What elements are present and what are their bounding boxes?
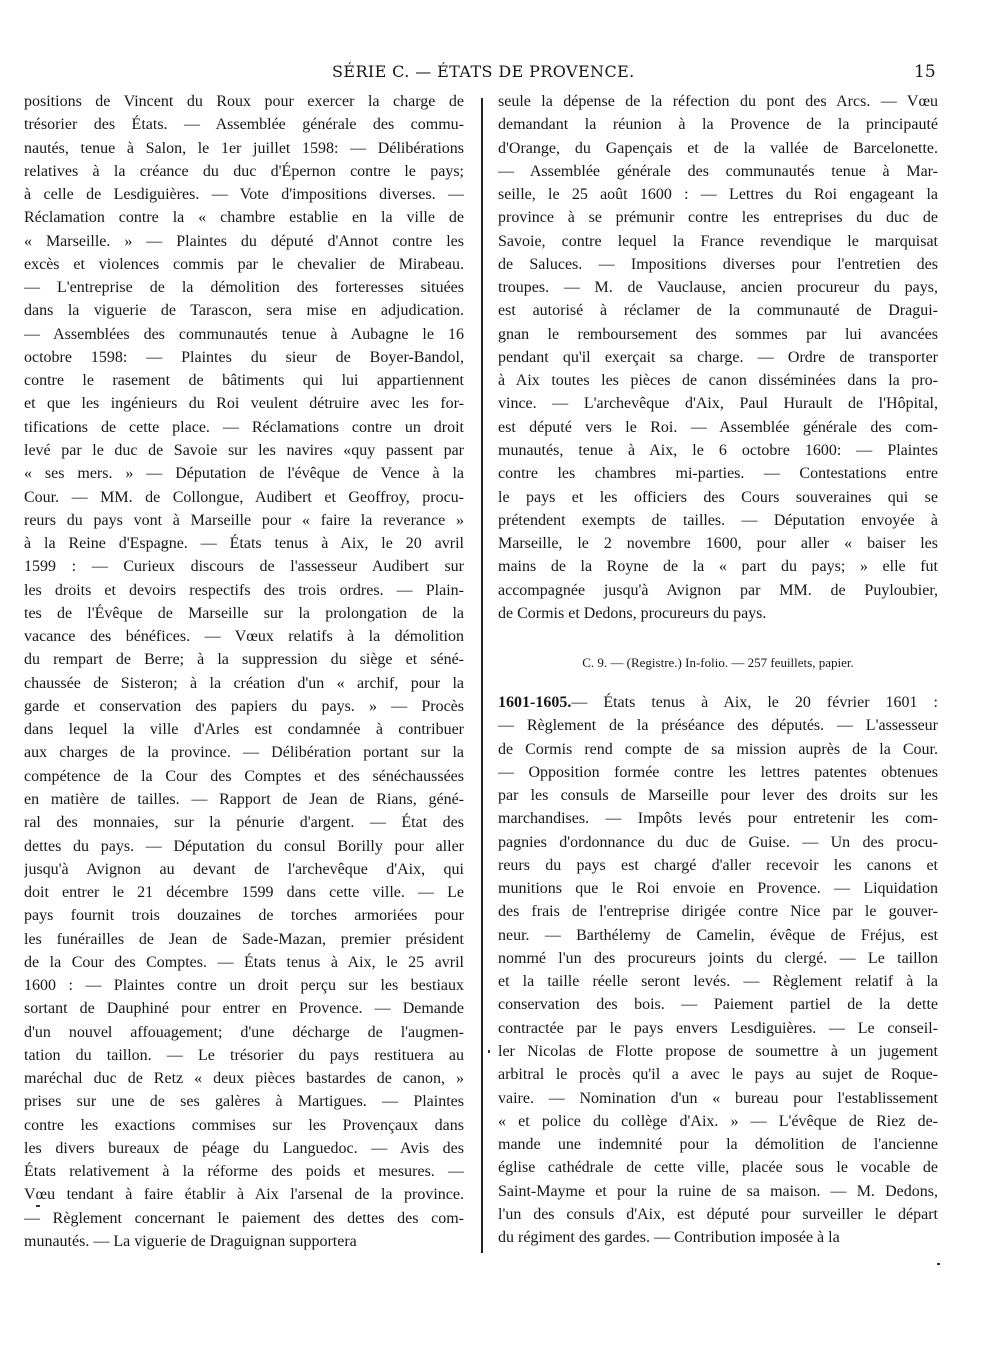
text-line: chaussée de Sisteron; à la création d'un « archif, pour la (24, 674, 464, 692)
text-line: de Cormis rend compte de sa mission auprès de la Cour. (498, 740, 938, 758)
text-line: nautés, tenue à Salon, le 1er juillet 1598: — Délibérations (24, 139, 464, 157)
text-line: vacance des bénéfices. — Vœux relatifs à la démolition (24, 628, 464, 646)
text-line: prises sur une de ses galères à Martigues. — Plaintes (24, 1093, 464, 1111)
text-line: du régiment des gardes. — Contribution imposée à la (498, 1229, 840, 1247)
text-line: contre les chambres mi-parties. — Contestations entre (498, 465, 938, 483)
text-line: marchandises. — Impôts levés pour entretenir les com- (498, 810, 938, 828)
text-line: du rempart de Berre; à la suppression du siège et séné- (24, 651, 464, 669)
text-line: garde et conservation des papiers du pays. » — Procès (24, 697, 464, 715)
text-line: ral des monnaies, sur la pénurie d'argent. — État des (24, 814, 464, 832)
text-line: dans lequel la ville d'Arles est condamnée à contribuer (24, 721, 464, 739)
text-line: contre les exactions commises sur les Provençaux dans (24, 1116, 464, 1134)
text-line: 1599 : — Curieux discours de l'assesseur Audibert sur (24, 558, 464, 576)
text-line: sortant de Dauphiné pour entrer en Provence. — Demande (24, 1000, 464, 1018)
text-line: trésorier des États. — Assemblée générale des commu- (24, 116, 464, 134)
text-line: relatives à la créance du duc d'Épernon contre le pays; (24, 162, 464, 180)
text-line: contractée par le pays envers Lesdiguières. — Le conseil- (498, 1019, 938, 1037)
text-line: mains de la Royne de la « part du pays; » elle fut (498, 558, 938, 576)
entry-first-line (498, 691, 938, 714)
text-line: pendant qu'il exerçait sa charge. — Ordre de transporter (498, 348, 938, 366)
text-line: — Règlement de la préséance des députés. — L'assesseur (498, 717, 938, 735)
text-line: munautés. — La viguerie de Draguignan supportera (24, 1233, 357, 1251)
text-line: positions de Vincent du Roux pour exercer la charge de (24, 93, 464, 110)
text-line: les droits et devoirs respectifs des trois ordres. — Plain- (24, 581, 464, 599)
text-line: pagnies d'ordonnance du duc de Guise. — Un des procu- (498, 833, 938, 851)
text-line: — Règlement concernant le paiement des dettes des com- (24, 1209, 464, 1227)
text-line: est député vers le Roi. — Assemblée générale des com- (498, 418, 938, 436)
text-line: de la Cour des Comptes. — États tenus à Aix, le 25 avril (24, 953, 464, 971)
text-line: mande une indemnité pour la démolition de l'ancienne (498, 1136, 938, 1154)
text-line: Réclamation contre la « chambre establie en la ville de (24, 209, 464, 227)
text-line: — Assemblées des communautés tenue à Aubagne le 16 (24, 325, 464, 343)
text-line: dettes du pays. — Députation du consul Borilly pour aller (24, 837, 464, 855)
text-line: en matière de tailles. — Rapport de Jean de Rians, géné- (24, 790, 464, 808)
text-line: jusqu'à Avignon au devant de l'archevêque d'Aix, qui (24, 860, 464, 878)
text-line: de Cormis et Dedons, procureurs du pays. (498, 604, 767, 622)
text-line: nommé l'un des procureurs joints du clergé. — Le taillon (498, 949, 938, 967)
text-line: de Saluces. — Impositions diverses pour l'entretien des (498, 255, 938, 273)
text-line: « Marseille. » — Plaintes du député d'Annot contre les (24, 232, 464, 250)
text-line: reurs du pays vont à Marseille pour « faire la reverance » (24, 511, 464, 529)
text-line: maréchal duc de Retz « deux pièces bastardes de canon, » (24, 1070, 464, 1088)
page-header (0, 62, 1000, 88)
text-line: des frais de l'entreprise dirigée contre Nice par le gouver- (498, 903, 938, 921)
text-line: gnan le remboursement des sommes par lui avancées (498, 325, 938, 343)
text-line: 1600 : — Plaintes contre un droit perçu sur les bestiaux (24, 977, 464, 995)
text-line: d'Orange, du Gapençais et de la vallée de Barcelonette. (498, 139, 938, 157)
text-line: le pays et les officiers des Cours souveraines qui se (498, 488, 938, 506)
text-line: compétence de la Cour des Comptes et des sénéchaussées (24, 767, 464, 785)
print-speck (488, 1050, 490, 1053)
register-note: C. 9. — (Registre.) In-folio. — 257 feuillets, papier. (582, 655, 854, 670)
text-line: munitions que le Roi envoie en Provence. — Liquidation (498, 880, 938, 898)
text-line: accompagnée jusqu'à Avignon par MM. de Puyloubier, (498, 581, 938, 599)
text-line: les funérailles de Jean de Sade-Mazan, premier président (24, 930, 464, 948)
text-line: Savoie, contre lequel la France revendique le marquisat (498, 232, 938, 250)
text-line: Marseille, le 2 novembre 1600, pour aller « baiser les (498, 535, 938, 553)
text-line: est autorisé à réclamer de la communauté de Dragui- (498, 302, 938, 320)
text-line: contre le rasement de bâtiments qui lui appartiennent (24, 372, 464, 390)
text-line: tation du taillon. — Le trésorier du pays restituera au (24, 1046, 464, 1064)
right-column (498, 90, 938, 625)
print-speck (36, 1205, 40, 1207)
text-line: neur. — Barthélemy de Camelin, évêque de Fréjus, est (498, 926, 938, 944)
text-line: par les consuls de Marseille pour lever des droits sur les (498, 787, 938, 805)
page-number: 15 (914, 62, 936, 82)
text-line: pays fournit trois douzaines de torches armoriées pour (24, 907, 464, 925)
text-line: tes de l'Évêque de Marseille sur la prolongation de la (24, 604, 464, 622)
entry-date: 1601-1605. (498, 694, 572, 711)
left-column (24, 90, 464, 1253)
text-line: les divers bureaux de péage du Languedoc. — Avis des (24, 1139, 464, 1157)
text-line: seule la dépense de la réfection du pont des Arcs. — Vœu (498, 93, 938, 110)
text-line: Vœu tendant à faire établir à Aix l'arsenal de la province. (24, 1186, 464, 1204)
text-line: tifications de cette place. — Réclamations contre un droit (24, 418, 464, 436)
text-line: conservation des bois. — Paiement partiel de la dette (498, 996, 938, 1014)
text-line: munautés, tenue à Aix, le 6 octobre 1600: — Plaintes (498, 441, 938, 459)
text-line: — Opposition formée contre les lettres patentes obtenues (498, 763, 938, 781)
print-speck (937, 1263, 940, 1265)
text-line: vince. — L'archevêque d'Aix, Paul Hurault de l'Hôpital, (498, 395, 938, 413)
text-line: levé par le duc de Savoie sur les navires «quy passent par (24, 441, 464, 459)
text-line: doit entrer le 21 décembre 1599 dans cette ville. — Le (24, 884, 464, 902)
text-line: et que les ingénieurs du Roi veulent détruire avec les for- (24, 395, 464, 413)
text-line: à Aix toutes les pièces de canon disséminées dans la pro- (498, 372, 938, 390)
register-entry (498, 691, 938, 1249)
text-line: Cour. — MM. de Collongue, Audibert et Geoffroy, procu- (24, 488, 464, 506)
text-line: ler Nicolas de Flotte propose de soumettre à un jugement (498, 1042, 938, 1060)
text-line: reurs du pays est chargé d'aller recevoir les canons et (498, 856, 938, 874)
text-line: à celle de Lesdiguières. — Vote d'impositions diverses. — (24, 186, 464, 204)
text-line: l'un des consuls d'Aix, est député pour surveiller le départ (498, 1205, 938, 1223)
text-line: et la taille réelle seront levés. — Règlement relatif à la (498, 973, 938, 991)
text-line: excès et violences commis par le chevalier de Mirabeau. (24, 255, 464, 273)
entry-first-line-rest: — États tenus à Aix, le 20 février 1601 : (571, 694, 938, 711)
text-line: troupes. — M. de Vauclause, ancien procureur du pays, (498, 279, 938, 297)
text-line: dans la viguerie de Tarascon, sera mise en adjudication. (24, 302, 464, 320)
text-line: « et police du collège d'Aix. » — L'évêque de Riez de- (498, 1112, 938, 1130)
text-line: octobre 1598: — Plaintes du sieur de Boyer-Bandol, (24, 348, 464, 366)
column-divider (481, 98, 483, 1253)
text-line: arbitral le procès qu'il a avec le pays au sujet de Roque- (498, 1066, 938, 1084)
text-line: prétendent exempts de tailles. — Députation envoyée à (498, 511, 938, 529)
text-line: demandant la réunion à la Provence de la principauté (498, 116, 938, 134)
text-line: à la Reine d'Espagne. — États tenus à Aix, le 20 avril (24, 535, 464, 553)
text-line: aux charges de la province. — Délibération portant sur la (24, 744, 464, 762)
text-line: vaire. — Nomination d'un « bureau pour l'establissement (498, 1089, 938, 1107)
text-line: d'un nouvel affouagement; d'une décharge de l'augmen- (24, 1023, 464, 1041)
text-line: seille, le 25 août 1600 : — Lettres du Roi engageant la (498, 186, 938, 204)
text-line: — Assemblée générale des communautés tenue à Mar- (498, 162, 938, 180)
text-line: Saint-Mayme et pour la ruine de sa maison. — M. Dedons, (498, 1182, 938, 1200)
text-line: — L'entreprise de la démolition des forteresses situées (24, 279, 464, 297)
text-line: église cathédrale de cette ville, placée sous le vocable de (498, 1159, 938, 1177)
text-line: province à se prémunir contre les entreprises du duc de (498, 209, 938, 227)
text-line: États relativement à la réforme des poids et mesures. — (24, 1163, 464, 1181)
running-title: SÉRIE C. — ÉTATS DE PROVENCE. (332, 62, 635, 81)
text-line: « ses mers. » — Députation de l'évêque de Vence à la (24, 465, 464, 483)
